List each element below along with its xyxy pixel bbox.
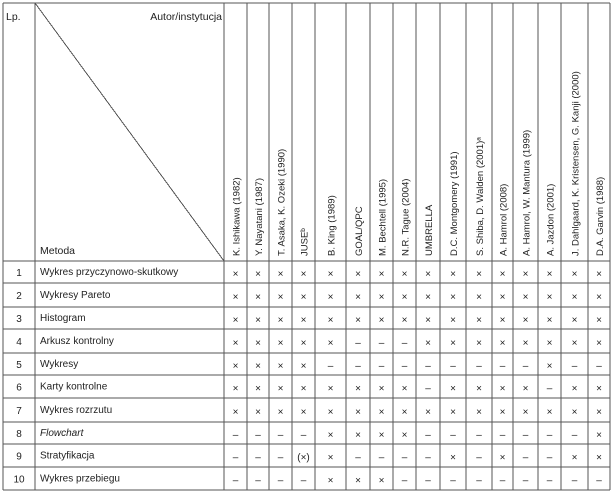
table-cell: –: [571, 361, 578, 372]
table-cell: ×: [546, 315, 553, 326]
table-cell: ×: [401, 383, 408, 395]
method-name: Flowchart: [40, 428, 84, 439]
table-cell: ×: [327, 383, 334, 395]
table-cell: ×: [596, 430, 602, 441]
table-cell: ×: [355, 315, 361, 326]
table-cell: –: [355, 452, 361, 464]
table-cell: –: [425, 430, 431, 441]
author-label: D.A. Garvin (1988): [595, 176, 606, 256]
table-cell: ×: [522, 269, 529, 280]
table-cell: –: [401, 475, 408, 487]
table-cell: ×: [232, 361, 239, 372]
table-cell: –: [476, 361, 482, 372]
table-cell: ×: [571, 338, 578, 349]
author-label: T. Asaka, K. Ozeki (1990): [276, 148, 288, 256]
table-cell: ×: [355, 407, 361, 418]
table-cell: –: [232, 475, 239, 487]
table-cell: ×: [277, 407, 284, 418]
row-number: 10: [13, 474, 25, 486]
table-cell: –: [425, 383, 431, 395]
table-cell: ×: [232, 338, 239, 349]
method-name: Karty kontrolne: [40, 381, 108, 393]
author-label: Y. Nayatani (1987): [254, 178, 265, 256]
author-label: M. Bechtell (1995): [377, 178, 389, 256]
table-cell: ×: [571, 452, 578, 464]
table-cell: (×): [297, 452, 310, 464]
table-cell: ×: [499, 452, 506, 464]
table-cell: ×: [355, 383, 361, 395]
table-cell: ×: [378, 383, 385, 395]
table-cell: ×: [300, 361, 307, 372]
table-cell: –: [425, 361, 431, 372]
table-cell: –: [378, 452, 385, 464]
table-cell: –: [476, 452, 482, 464]
table-cell: –: [571, 475, 578, 487]
table-cell: ×: [277, 361, 284, 372]
table-cell: ×: [476, 383, 482, 395]
table-cell: ×: [300, 269, 307, 280]
table-cell: ×: [232, 383, 239, 395]
table-cell: ×: [255, 407, 261, 418]
table-cell: –: [450, 430, 456, 441]
table-cell: ×: [300, 315, 307, 326]
table-cell: ×: [378, 269, 385, 280]
table-cell: ×: [499, 269, 506, 280]
method-name: Wykres przyczynowo-skutkowy: [40, 267, 179, 278]
table-cell: ×: [450, 338, 456, 349]
table-cell: ×: [255, 292, 261, 303]
table-cell: –: [277, 475, 284, 487]
table-cell: –: [378, 338, 385, 349]
table-cell: –: [425, 452, 431, 464]
table-cell: ×: [277, 315, 284, 326]
table-cell: –: [401, 452, 408, 464]
table-cell: ×: [596, 383, 602, 395]
method-name: Stratyfikacja: [40, 450, 95, 462]
table-cell: –: [546, 452, 553, 464]
table-cell: ×: [571, 292, 578, 303]
author-header: Autor/instytucja: [150, 11, 222, 23]
author-label: D.C. Montgomery (1991): [449, 151, 460, 256]
table-cell: ×: [476, 269, 482, 280]
table-cell: ×: [277, 383, 284, 395]
method-name: Arkusz kontrolny: [40, 336, 114, 347]
table-cell: ×: [255, 269, 261, 280]
table-cell: ×: [300, 292, 307, 303]
table-cell: ×: [476, 338, 482, 349]
row-number: 7: [16, 406, 22, 417]
table-cell: –: [522, 475, 529, 487]
author-label: A. Jazdon (2001): [545, 183, 557, 256]
table-cell: –: [401, 361, 408, 372]
table-cell: ×: [450, 452, 456, 464]
table-cell: ×: [355, 269, 361, 280]
table-cell: –: [499, 475, 506, 487]
table-cell: ×: [327, 407, 334, 418]
table-cell: ×: [277, 292, 284, 303]
table-cell: –: [546, 383, 553, 395]
table-cell: ×: [401, 407, 408, 418]
header-diagonal: [35, 3, 224, 261]
table-cell: –: [378, 361, 385, 372]
table-cell: ×: [546, 338, 553, 349]
table-cell: ×: [232, 269, 239, 280]
table-cell: –: [425, 475, 431, 487]
table-cell: ×: [378, 315, 385, 326]
author-label: UMBRELLA: [424, 204, 435, 256]
table-cell: –: [596, 361, 602, 372]
table-cell: ×: [596, 452, 602, 464]
table-cell: ×: [522, 292, 529, 303]
table-cell: ×: [546, 292, 553, 303]
table-cell: –: [232, 430, 239, 441]
row-number: 5: [16, 360, 22, 371]
table-cell: ×: [232, 292, 239, 303]
table-cell: ×: [450, 407, 456, 418]
table-cell: ×: [401, 315, 408, 326]
author-label: J. Dahlgaard, K. Kristensen, G. Kanji (2000): [570, 71, 582, 256]
table-cell: –: [355, 338, 361, 349]
table-cell: –: [277, 452, 284, 464]
table-cell: ×: [255, 361, 261, 372]
table-cell: ×: [476, 315, 482, 326]
table-cell: ×: [450, 269, 456, 280]
table-cell: –: [255, 430, 261, 441]
row-number: 1: [16, 268, 22, 279]
table-cell: ×: [355, 475, 361, 487]
table-cell: –: [277, 430, 284, 441]
table-cell: –: [300, 430, 307, 441]
table-cell: –: [522, 452, 529, 464]
table-cell: ×: [425, 315, 431, 326]
table-cell: ×: [522, 407, 529, 418]
table-cell: –: [596, 475, 602, 487]
table-cell: ×: [255, 315, 261, 326]
table-cell: ×: [277, 338, 284, 349]
table-cell: ×: [499, 338, 506, 349]
table-cell: ×: [546, 269, 553, 280]
table-cell: –: [546, 430, 553, 441]
table-cell: –: [355, 361, 361, 372]
table-cell: ×: [546, 361, 553, 372]
table-cell: ×: [355, 430, 361, 441]
table-cell: –: [450, 475, 456, 487]
table-cell: ×: [596, 315, 602, 326]
table-cell: ×: [327, 315, 334, 326]
table-cell: –: [571, 430, 578, 441]
table-text: [6, 11, 606, 487]
method-name: Wykres rozrzutu: [40, 405, 113, 416]
table-cell: –: [255, 475, 261, 487]
table-cell: ×: [327, 269, 334, 280]
row-number: 2: [16, 291, 22, 302]
table-cell: –: [499, 361, 506, 372]
table-cell: ×: [546, 407, 553, 418]
table-cell: ×: [327, 452, 334, 464]
table-cell: ×: [401, 269, 408, 280]
table-cell: ×: [571, 269, 578, 280]
table-cell: ×: [499, 292, 506, 303]
author-label: A. Hamrol (2008): [498, 183, 510, 256]
table-cell: –: [546, 475, 553, 487]
table-cell: ×: [522, 338, 529, 349]
table-cell: ×: [300, 338, 307, 349]
row-number: 6: [16, 382, 22, 394]
row-number: 3: [16, 314, 22, 325]
table-cell: ×: [476, 407, 482, 418]
table-cell: ×: [355, 292, 361, 303]
table-cell: ×: [425, 407, 431, 418]
author-label: GOAL/QPC: [354, 206, 365, 256]
table-cell: ×: [401, 430, 408, 441]
table-cell: –: [327, 361, 334, 372]
row-number: 4: [16, 337, 22, 348]
table-cell: ×: [450, 383, 456, 395]
table-cell: ×: [255, 338, 261, 349]
table-cell: ×: [499, 407, 506, 418]
author-label: JUSEᵇ: [299, 228, 311, 256]
table-cell: ×: [571, 383, 578, 395]
table-cell: ×: [300, 407, 307, 418]
table-cell: ×: [327, 475, 334, 487]
table-cell: ×: [425, 338, 431, 349]
method-name: Wykres przebiegu: [40, 473, 120, 485]
table-cell: –: [476, 430, 482, 441]
author-label: S. Shiba, D. Walden (2001)ᵃ: [475, 137, 486, 256]
row-number: 8: [16, 429, 22, 440]
method-name: Histogram: [40, 313, 86, 324]
table-cell: ×: [499, 383, 506, 395]
table-cell: ×: [300, 383, 307, 395]
table-cell: ×: [255, 383, 261, 395]
table-cell: ×: [596, 407, 602, 418]
row-number: 9: [16, 451, 22, 463]
table-cell: ×: [476, 292, 482, 303]
table-cell: ×: [378, 430, 385, 441]
table-cell: ×: [522, 315, 529, 326]
table-cell: –: [499, 430, 506, 441]
table-cell: ×: [378, 407, 385, 418]
table-cell: ×: [327, 430, 334, 441]
table-cell: –: [401, 338, 408, 349]
table-cell: –: [522, 361, 529, 372]
table-cell: ×: [571, 315, 578, 326]
table-cell: ×: [425, 269, 431, 280]
table-cell: ×: [596, 338, 602, 349]
table-cell: –: [450, 361, 456, 372]
table-cell: ×: [571, 407, 578, 418]
table-cell: ×: [596, 269, 602, 280]
author-label: B. King (1989): [326, 195, 338, 256]
author-label: K. Ishikawa (1982): [231, 177, 243, 256]
table-cell: ×: [596, 292, 602, 303]
table-cell: ×: [450, 315, 456, 326]
method-name: Wykresy Pareto: [40, 290, 111, 301]
table-cell: –: [476, 475, 482, 487]
table-cell: ×: [327, 292, 334, 303]
author-label: A. Hamrol, W. Mantura (1999): [521, 129, 533, 256]
table-cell: ×: [232, 407, 239, 418]
table-cell: ×: [277, 269, 284, 280]
table-cell: ×: [450, 292, 456, 303]
table-cell: ×: [378, 475, 385, 487]
table-cell: ×: [232, 315, 239, 326]
table-cell: ×: [378, 292, 385, 303]
table-cell: –: [522, 430, 529, 441]
table-cell: –: [255, 452, 261, 464]
method-name: Wykresy: [40, 359, 79, 370]
lp-header: Lp.: [6, 11, 21, 23]
author-label: N.R. Tague (2004): [400, 178, 412, 256]
method-header: Metoda: [40, 245, 76, 257]
table-cell: ×: [327, 338, 334, 349]
table-cell: ×: [499, 315, 506, 326]
table-cell: ×: [522, 383, 529, 395]
table-cell: ×: [425, 292, 431, 303]
table-cell: –: [300, 475, 307, 487]
table-cell: ×: [401, 292, 408, 303]
table-cell: –: [232, 452, 239, 464]
